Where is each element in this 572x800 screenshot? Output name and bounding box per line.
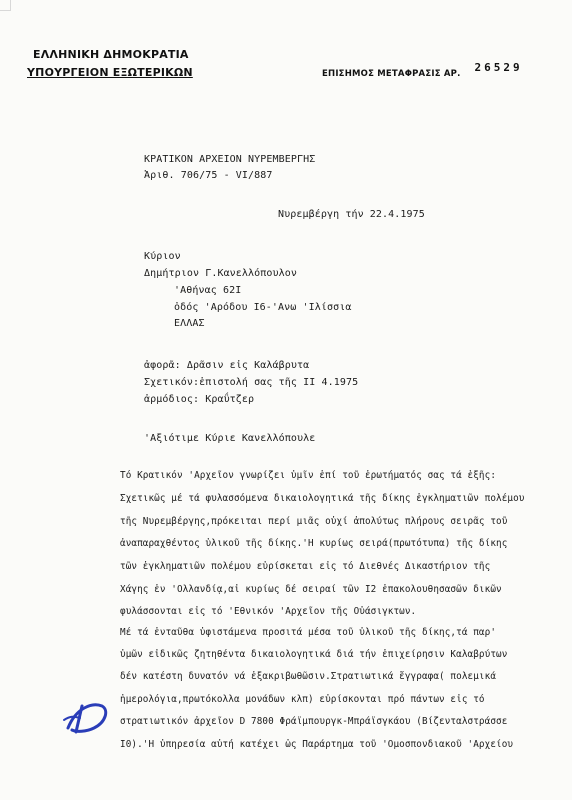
recipient-name: Δημήτριον Γ.Κανελλόπουλον xyxy=(144,268,298,279)
date-line: Νυρεμβέργη τήν 22.4.1975 xyxy=(278,209,425,220)
stamp-icon xyxy=(62,698,110,736)
translation-number: 26529 xyxy=(474,61,523,74)
reference-line: Σχετικόν:ἐπιστολή σας τῆς ΙΙ 4.1975 xyxy=(144,377,359,388)
body-line-13: Ι0).'Η ὑπηρεσία αὐτή κατέχει ὡς Παράρτημα τοῦ 'Ομοσπονδιακοῦ 'Αρχείου xyxy=(120,739,514,750)
translation-reference xyxy=(322,61,523,79)
page-corner-mark xyxy=(0,0,11,11)
body-line-4: ἀναπαραχθέντος ὑλικοῦ τῆς δίκης.'Η κυρίως σειρά(πρωτότυπα) τῆς δίκης xyxy=(120,538,508,549)
sender-reference: Ἀριθ. 706/75 - VI/887 xyxy=(144,170,273,181)
body-line-12: στρατιωτικόν ἀρχεῖον D 7800 Φράϊμπουργκ-Μπράϊσγκάου (Βίζενταλστράσσε xyxy=(120,716,508,727)
letterhead-republic: ΕΛΛΗΝΙΚΗ ΔΗΜΟΚΡΑΤΙΑ xyxy=(33,48,189,61)
body-line-11: ἡμερολόγια,πρωτόκολλα μονάδων κλπ) εὑρίσκονται πρό πάντων εἰς τό xyxy=(120,694,485,705)
subject-line: ἀφορᾶ: Δρᾶσιν εἰς Καλάβρυτα xyxy=(144,360,310,371)
body-line-3: τῆς Νυρεμβέργης,πρόκειται περί μιᾶς οὐχί ἀπολύτως πλήρους σειρᾶς τοῦ xyxy=(120,516,508,527)
body-line-7: φυλάσσονται εἰς τό 'Εθνικόν 'Αρχεῖον τῆς Οὐάσιγκτων. xyxy=(120,606,417,617)
recipient-title: Κύριον xyxy=(144,251,181,262)
translation-label: ΕΠΙΣΗΜΟΣ ΜΕΤΑΦΡΑΣΙΣ ΑΡ. xyxy=(322,69,461,79)
recipient-street: ὁδός 'Αρόδου Ι6-'Ανω 'Ιλίσσια xyxy=(174,302,352,313)
body-line-1: Τό Κρατικόν 'Αρχεῖον γνωρίζει ὑμῖν ἐπί τοῦ ἐρωτήματός σας τά ἑξῆς: xyxy=(120,470,497,481)
letterhead-ministry: ΥΠΟΥΡΓΕΙΟΝ ΕΞΩΤΕΡΙΚΩΝ xyxy=(27,66,193,79)
body-line-8: Μέ τά ἐνταῦθα ὑφιστάμενα προσιτά μέσα τοῦ ὑλικοῦ τῆς δίκης,τά παρ' xyxy=(120,627,497,638)
recipient-country: ΕΛΛΑΣ xyxy=(174,318,205,329)
handler-line: ἁρμόδιος: Κραΰτζερ xyxy=(144,394,255,405)
sender-name: ΚΡΑΤΙΚΟΝ ΑΡΧΕΙΟΝ ΝΥΡΕΜΒΕΡΓΗΣ xyxy=(144,154,316,165)
body-line-9: ὑμῶν εἰδικῶς ζητηθέντα δικαιολογητικά διά τήν ἐπιχείρησιν Καλαβρύτων xyxy=(120,649,508,660)
body-line-5: τῶν ἐγκληματιῶν πολέμου εὑρίσκεται εἰς τό Διεθνές Δικαστήριον τῆς xyxy=(120,561,491,572)
body-line-6: Χάγης ἐν 'Ολλανδίᾳ,αἱ κυρίως δέ σειραί τῶν Ι2 ἐπακολουθησασῶν δικῶν xyxy=(120,584,502,595)
salutation: 'Αξιότιμε Κύριε Κανελλόπουλε xyxy=(144,433,316,444)
body-line-10: δέν κατέστη δυνατόν νά ἐξακριβωθῶσιν.Στρατιωτικά ἔγγραφα( πολεμικά xyxy=(120,671,497,682)
body-line-2: Σχετικῶς μέ τά φυλασσόμενα δικαιολογητικά τῆς δίκης ἐγκληματιῶν πολέμου xyxy=(120,493,525,504)
recipient-city: 'Αθήνας 62Ι xyxy=(174,285,242,296)
